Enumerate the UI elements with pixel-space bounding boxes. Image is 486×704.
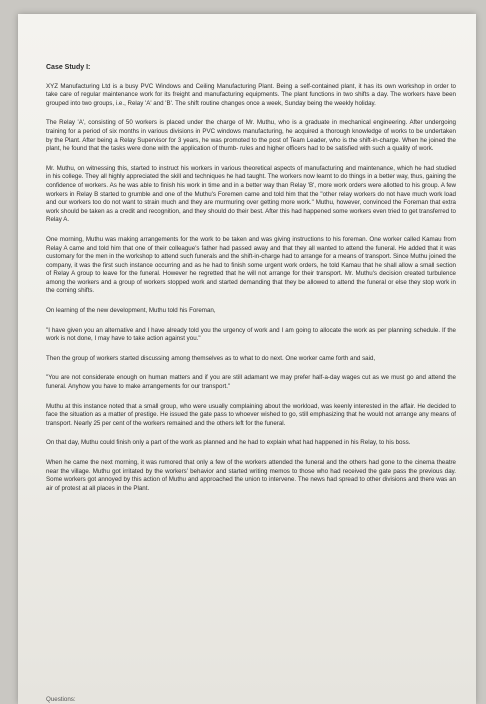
questions-label: Questions: xyxy=(46,696,76,703)
paragraph-funeral: One morning, Muthu was making arrangements for the work to be taken and was giving instructions to his foreman. One worker called Kamau from Relay A came and told him that one of their colleague's father had passed away and that they all wanted to attend the funeral. He added that it was customary for the men in the workshop to attend such funerals and the shift-in-charge had to arrange for a means of transport. Since Muthu joined the company, it was the first such instance occurring and as he had to finish some urgent work orders, he told Kamau that he shall allow a small section of Relay A group to leave for the funeral. However he regretted that he will not arrange for their transport. Mr. Muthu's decision created turbulence among the workers and a group of workers stopped work and started demanding that they be allowed to attend the funeral or else they stop work in the coming shifts. xyxy=(46,235,456,295)
paragraph-explain-boss: On that day, Muthu could finish only a part of the work as planned and he had to explain what had happened in his Relay, to his boss. xyxy=(46,439,411,447)
quote-muthu: "I have given you an alternative and I have already told you the urgency of work and I am going to allocate the work as per planning schedule. If the work is not done, I may have to take action against you." xyxy=(46,326,456,343)
paragraph-gate-pass: Muthu at this instance noted that a small group, who were usually complaining about the workload, was keenly interested in the affair. He decided to face the situation as a matter of prestige. He issued the gate pass to whoever wished to go, still emphasizing that he would not arrange any means of transport. Nearly 25 per cent of the workers remained and the others left for the funeral. xyxy=(46,402,456,427)
case-study-title: Case Study I: xyxy=(46,64,91,71)
quote-worker: "You are not considerate enough on human matters and if you are still adamant we may prefer half-a-day wages cut as we must go and attend the funeral. Anyhow you have to make arrangements for our transport." xyxy=(46,374,456,391)
paragraph-intro: XYZ Manufacturing Ltd is a busy PVC Windows and Ceiling Manufacturing Plant. Being a self-contained plant, it has its own workshop in order to take care of regular maintenance work for its freight and manufacturing equipments. The plant functions in two shifts a day. The workers have been grouped into two groups, i.e., Relay 'A' and 'B'. The shift routine changes once a week, Sunday being the weekly holiday. xyxy=(46,82,456,107)
paragraph-rumor: When he came the next morning, it was rumored that only a few of the workers attended the funeral and the others had gone to the cinema theatre near the village. Muthu got irritated by the workers' behavior and started writing memos to those who had received the gate pass the previous day. Some workers got annoyed by this action of Muthu and approached the union to intervene. The news had spread to other divisions and there was an air of protest at all places in the Plant. xyxy=(46,459,456,492)
document-body xyxy=(46,64,456,503)
paragraph-workers-discuss: Then the group of workers started discussing among themselves as to what to do next. One worker came forth and said, xyxy=(46,354,376,362)
paragraph-new-development: On learning of the new development, Muthu told his Foreman, xyxy=(46,307,216,315)
paragraph-muthu-instruct: Mr. Muthu, on witnessing this, started to instruct his workers in various theoretical aspects of manufacturing and maintenance, which he had studied in his college. They all highly appreciated the skill and techniques he had taught. The workers now learnt to do things in a better way, thus, gaining the confidence of workers. As he was able to finish his work in time and in a better way than Relay 'B', more work orders were allotted to his group. A few workers in Relay B started to grumble and one of the Muthu's Foremen came and told him that the "other relay workers do not have much work load and our workers too do not want to strain much and they are murmuring over getting more work." Muthu, however, convinced the Foreman that extra work should be taken as a credit and recognition, and they should do their best. After this had happened some workers even tried to get transferred to Relay A. xyxy=(46,164,457,224)
document-page xyxy=(18,14,476,704)
paragraph-relay-a: The Relay 'A', consisting of 50 workers is placed under the charge of Mr. Muthu, who is a graduate in mechanical engineering. After undergoing training for a period of six months in various divisions in PVC windows manufacturing, he acquired a thorough knowledge of works to be undertaken by the Plant. After being a Relay Supervisor for 3 years, he was promoted to the post of Team Leader, who is the shift-in-charge. When he joined the plant, he found that the tasks were done with the application of thumb- rules and higher officers had to be satisfied with such a quality of work. xyxy=(46,119,456,153)
